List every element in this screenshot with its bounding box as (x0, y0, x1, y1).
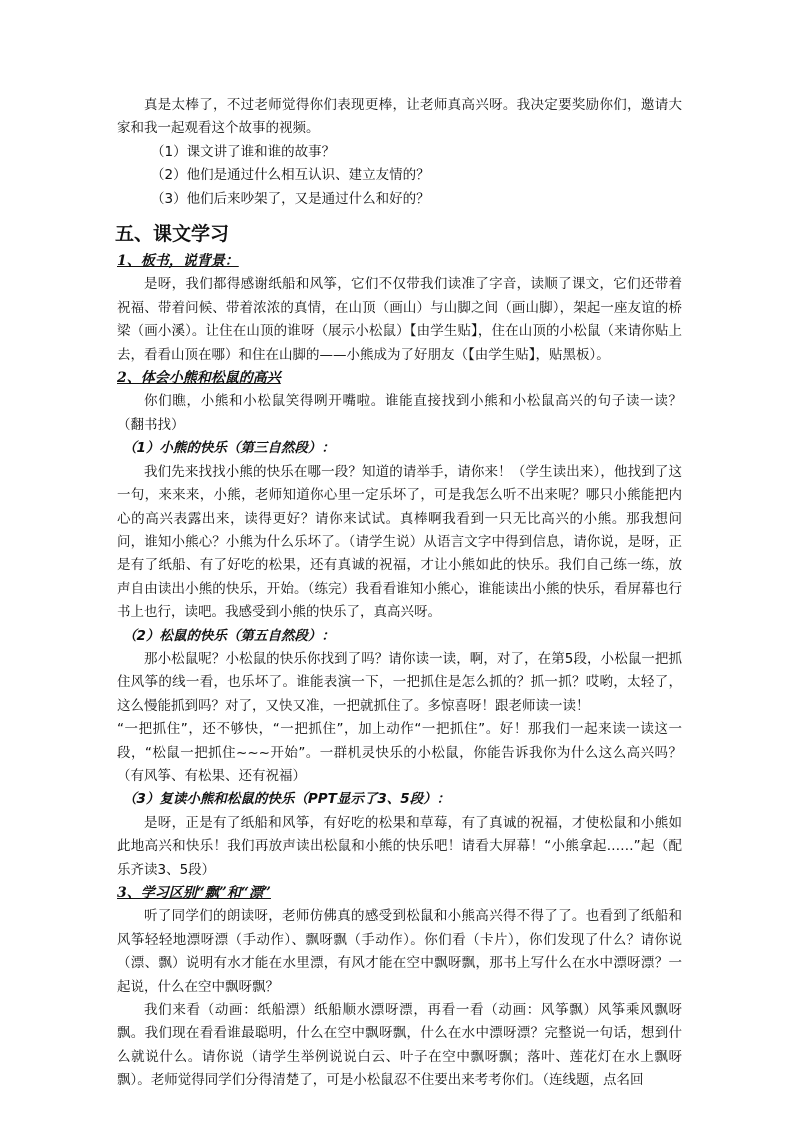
squirrel-joy-paragraph: 那小松鼠呢？小松鼠的快乐你找到了吗？请你读一读，啊，对了，在第5段，小松鼠一把抓住风筝的线一看，也乐坏了。谁能表演一下，一把抓住是怎么抓的？抓一抓？哎哟，太轻了，这么慢能抓到吗？对了，又快又准，一把就抓住了。多惊喜呀！跟老师读一读！ (117, 650, 682, 714)
bear-joy-paragraph: 我们先来找找小熊的快乐在哪一段？知道的请举手，请你来！（学生读出来），他找到了这一句，来来来，小熊，老师知道你心里一定乐坏了，可是我怎么听不出来呢？哪只小熊能把内心的高兴表露出来，读得更好？请你来试试。真棒啊我看到一只无比高兴的小熊。那我想问问，谁知小熊心？小熊为什么乐坏了。（请学生说）从语言文字中得到信息，请你说，是呀，正是有了纸船、有了好吃的松果，还有真诚的祝福，才让小熊如此的快乐。我们自己练一练，放声自由读出小熊的快乐，开始。（练完）我看看谁知小熊心，谁能读出小熊的快乐，看屏幕也行书上也行，读吧。我感受到小熊的快乐了，真高兴呀。 (117, 463, 682, 621)
review-joy-paragraph: 是呀，正是有了纸船和风筝，有好吃的松果和草莓，有了真诚的祝福，才使松鼠和小熊如此地高兴和快乐！我们再放声读出松鼠和小熊的快乐吧！请看大屏幕！“小熊拿起……”起（配乐齐读3、5段） (117, 814, 682, 878)
squirrel-joy-heading: （2）松鼠的快乐（第五自然段）： (123, 627, 335, 644)
subsection-3-paragraph-1: 听了同学们的朗读呀，老师仿佛真的感受到松鼠和小熊高兴得不得了了。也看到了纸船和风筝轻轻地漂呀漂（手动作）、飘呀飘（手动作）。你们看（卡片），你们发现了什么？请你说（漂、飘）说明有水才能在水里漂，有风才能在空中飘呀飘，那书上写什么在水中漂呀漂？一起说，什么在空中飘呀飘？ (117, 908, 682, 995)
review-joy-heading: （3）复读小熊和松鼠的快乐（PPT显示了3、5段）： (123, 791, 451, 808)
section-title: 五、课文学习 (115, 223, 230, 246)
question-2: （2）他们是通过什么相互认识、建立友情的？ (151, 167, 430, 184)
subsection-2-paragraph: 你们瞧，小熊和小松鼠笑得咧开嘴啦。谁能直接找到小熊和小松鼠高兴的句子读一读？（翻书找） (117, 393, 682, 433)
intro-paragraph: 真是太棒了，不过老师觉得你们表现更棒，让老师真高兴呀。我决定要奖励你们，邀请大家和我一起观看这个故事的视频。 (117, 97, 682, 137)
subsection-2-heading: 2、体会小熊和松鼠的高兴 (117, 370, 281, 387)
subsection-1-heading: 1、板书，说背景： (117, 253, 239, 270)
question-1: （1）课文讲了谁和谁的故事？ (151, 143, 336, 160)
subsection-3-heading: 3、学习区别“飘”和“漂” (117, 885, 271, 901)
question-3: （3）他们后来吵架了，又是通过什么和好的？ (151, 190, 430, 207)
subsection-3-paragraph-2: 我们来看（动画：纸船漂）纸船顺水漂呀漂，再看一看（动画：风筝飘）风筝乘风飘呀飘。我们现在看看谁最聪明，什么在空中飘呀飘，什么在水中漂呀漂？完整说一句话，想到什么就说什么。请你说（请学生举例说说白云、叶子在空中飘呀飘；落叶、莲花灯在水上飘呀飘）。老师觉得同学们分得清楚了，可是小松鼠忍不住要出来考考你们。（连线题，点名回 (117, 1002, 682, 1089)
document-page (117, 94, 682, 1093)
squirrel-joy-paragraph-continued: “一把抓住”，还不够快，“一把抓住”，加上动作“一把抓住”。好！那我们一起来读一读这一段，“松鼠一把抓住~~~开始”。一群机灵快乐的小松鼠，你能告诉我你为什么这么高兴吗？（有风筝、有松果、还有祝福） (117, 721, 682, 784)
subsection-1-paragraph: 是呀，我们都得感谢纸船和风筝，它们不仅带我们读准了字音，读顺了课文，它们还带着祝福、带着问候、带着浓浓的真情，在山顶（画山）与山脚之间（画山脚），架起一座友谊的桥梁（画小溪）。让住在山顶的谁呀（展示小松鼠）【由学生贴】，住在山顶的小松鼠（来请你贴上去，看看山顶在哪）和住在山脚的——小熊成为了好朋友（【由学生贴】，贴黑板）。 (117, 276, 682, 363)
bear-joy-heading: （1）小熊的快乐（第三自然段）： (123, 440, 335, 457)
